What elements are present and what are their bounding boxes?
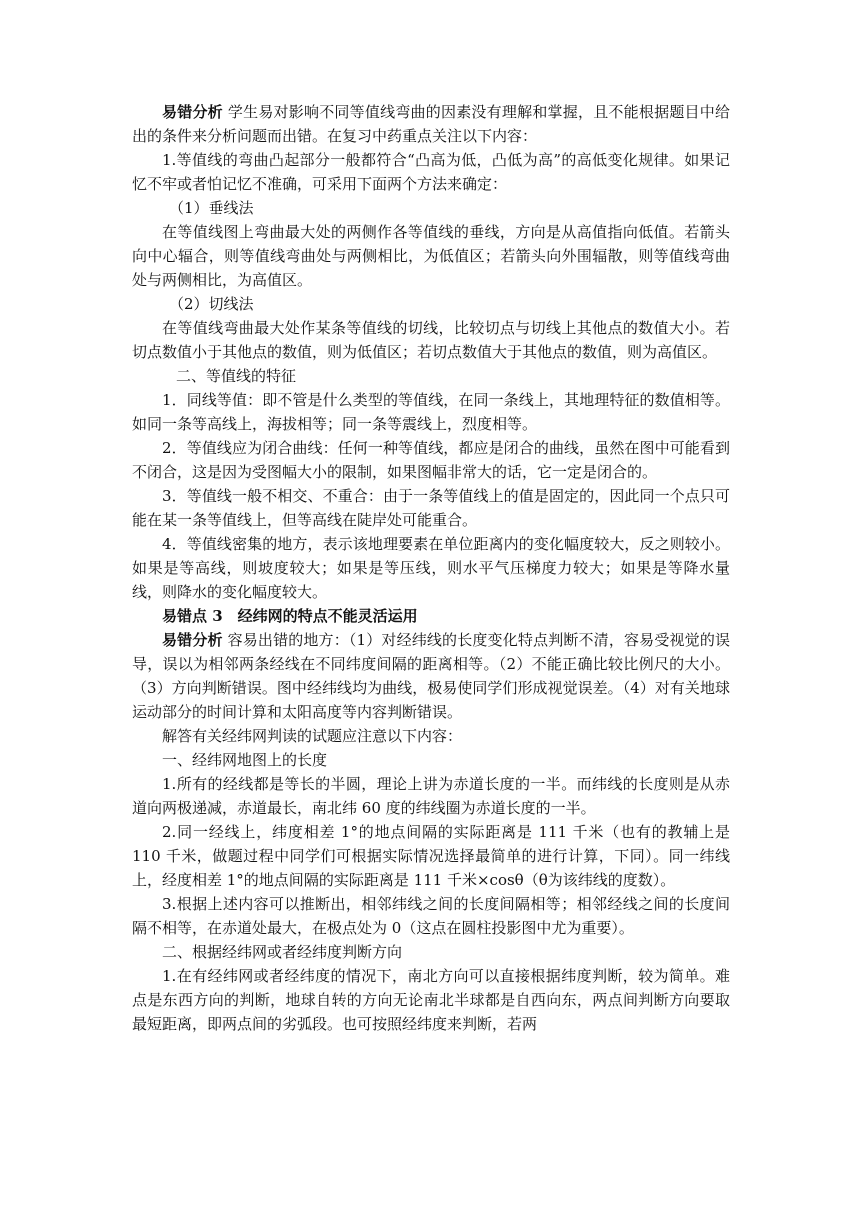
document-page: [132, 100, 730, 1036]
sub-heading-tangent-method: （2）切线法: [169, 295, 254, 313]
section-heading-direction: 二、根据经纬网或者经纬度判断方向: [162, 943, 403, 961]
paragraph-error-analysis-2: 易错分析 容易出错的地方：（1）对经纬线的长度变化特点判断不清，容易受视觉的误导，误以为相邻两条经线在不同纬度间隔的距离相等。（2）不能正确比较比例尺的大小。（3）方向判断错误。图中经纬线均为曲线，极易使同学们形成视觉误差。（4）对有关地球运动部分的时间计算和太阳高度等内容判断错误。: [132, 631, 730, 721]
section-heading-grid-length: 一、经纬网地图上的长度: [162, 751, 328, 769]
paragraph: 2．等值线应为闭合曲线：任何一种等值线，都应是闭合的曲线，虽然在图中可能看到不闭合，这是因为受图幅大小的限制，如果图幅非常大的话，它一定是闭合的。: [132, 439, 730, 481]
paragraph: 2.同一经线上，纬度相差 1°的地点间隔的实际距离是 111 千米（也有的教辅上是 110 千米，做题过程中同学们可根据实际情况选择最简单的进行计算，下同）。同一纬线上，经度相差 1°的地点间隔的实际距离是 111 千米×cosθ（θ为该纬线的度数）。: [132, 823, 730, 889]
error-analysis-label: 易错分析: [162, 103, 223, 121]
error-point-heading: 易错点 3 经纬网的特点不能灵活运用: [162, 607, 418, 625]
paragraph: 4．等值线密集的地方，表示该地理要素在单位距离内的变化幅度较大，反之则较小。如果是等高线，则坡度较大；如果是等压线，则水平气压梯度力较大；如果是等降水量线，则降水的变化幅度较大。: [132, 535, 730, 601]
paragraph-error-analysis-1: 易错分析 学生易对影响不同等值线弯曲的因素没有理解和掌握，且不能根据题目中给出的条件来分析问题而出错。在复习中药重点关注以下内容：: [132, 103, 730, 145]
paragraph: 1.在有经纬网或者经纬度的情况下，南北方向可以直接根据纬度判断，较为简单。难点是东西方向的判断，地球自转的方向无论南北半球都是自西向东，两点间判断方向要取最短距离，即两点间的劣弧段。也可按照经纬度来判断，若两: [132, 967, 730, 1033]
error-analysis-label: 易错分析: [162, 631, 223, 649]
section-heading-isoline-features: 二、等值线的特征: [176, 367, 297, 385]
sub-heading-perpendicular-method: （1）垂线法: [169, 199, 254, 217]
paragraph: 解答有关经纬网判读的试题应注意以下内容：: [162, 727, 463, 745]
paragraph: 3．等值线一般不相交、不重合：由于一条等值线上的值是固定的，因此同一个点只可能在某一条等值线上，但等高线在陡岸处可能重合。: [132, 487, 730, 529]
paragraph: 3.根据上述内容可以推断出，相邻纬线之间的长度间隔相等；相邻经线之间的长度间隔不相等，在赤道处最大，在极点处为 0（这点在圆柱投影图中尤为重要）。: [132, 895, 730, 937]
paragraph: 1.所有的经线都是等长的半圆，理论上讲为赤道长度的一半。而纬线的长度则是从赤道向两极递减，赤道最长，南北纬 60 度的纬线圈为赤道长度的一半。: [132, 775, 730, 817]
paragraph: 在等值线弯曲最大处作某条等值线的切线，比较切点与切线上其他点的数值大小。若切点数值小于其他点的数值，则为低值区；若切点数值大于其他点的数值，则为高值区。: [132, 319, 730, 361]
paragraph: 在等值线图上弯曲最大处的两侧作各等值线的垂线，方向是从高值指向低值。若箭头向中心辐合，则等值线弯曲处与两侧相比，为低值区；若箭头向外围辐散，则等值线弯曲处与两侧相比，为高值区。: [132, 223, 730, 289]
paragraph: 1．同线等值：即不管是什么类型的等值线，在同一条线上，其地理特征的数值相等。如同一条等高线上，海拔相等；同一条等震线上，烈度相等。: [132, 391, 730, 433]
paragraph: 1.等值线的弯曲凸起部分一般都符合“凸高为低，凸低为高”的高低变化规律。如果记忆不牢或者怕记忆不准确，可采用下面两个方法来确定：: [132, 151, 730, 193]
